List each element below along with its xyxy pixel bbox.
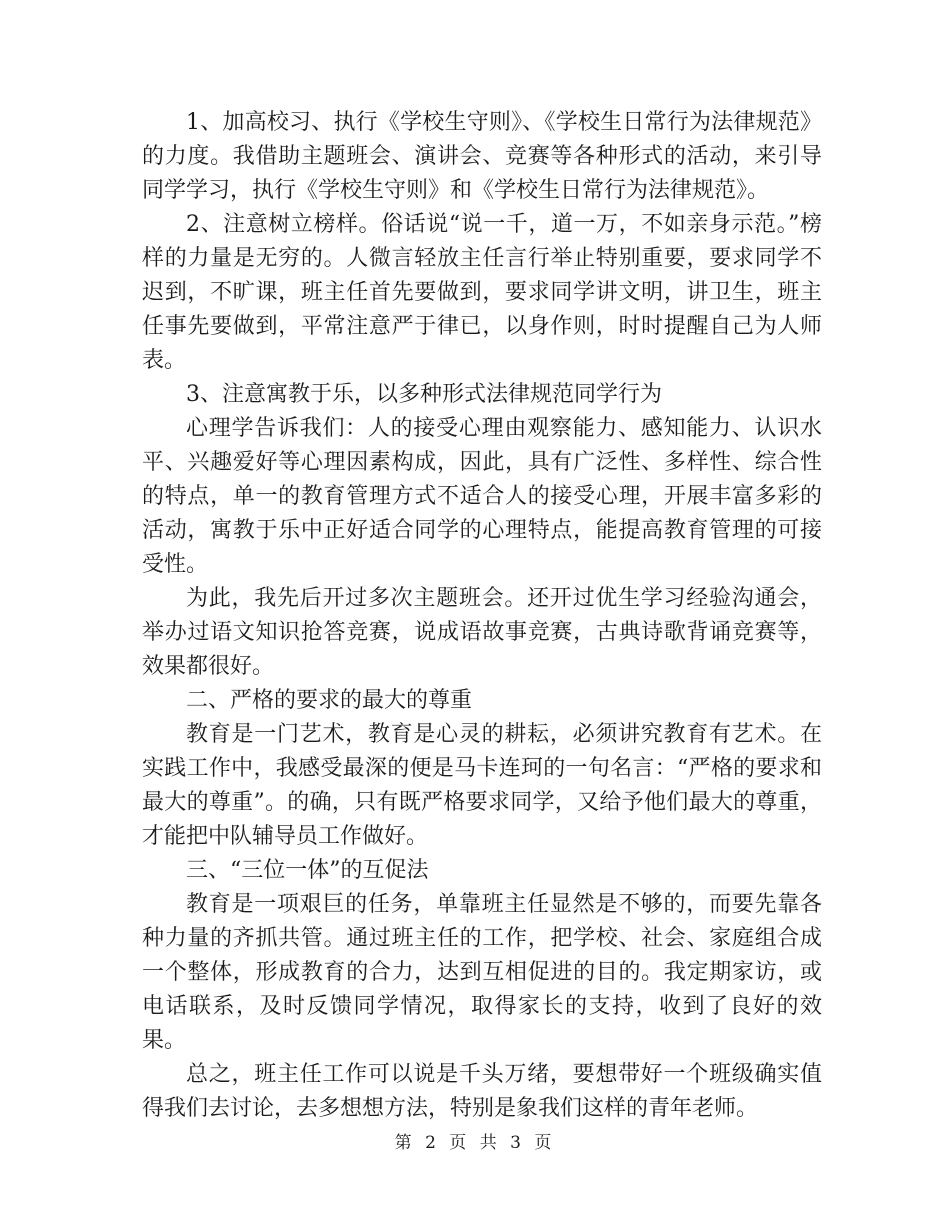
paragraph-activities: 为此，我先后开过多次主题班会。还开过优生学习经验沟通会，举办过语文知识抢答竞赛，说成语故事竞赛，古典诗歌背诵竞赛等，效果都很好。	[142, 586, 822, 679]
paragraph-rule-2: 2、注意树立榜样。俗话说“说一千，道一万，不如亲身示范。”榜样的力量是无穷的。人微言轻放主任言行举止特别重要，要求同学不迟到，不旷课，班主任首先要做到，要求同学讲文明，讲卫生，班主任事先要做到，平常注意严于律已，以身作则，时时提醒自己为人师表。	[142, 212, 822, 373]
paragraph-conclusion: 总之，班主任工作可以说是千头万绪，要想带好一个班级确实值得我们去讨论，去多想想方法，特别是象我们这样的青年老师。	[142, 1062, 822, 1121]
page-number-footer: 第 2 页 共 3 页	[394, 1133, 556, 1153]
paragraph-respect: 教育是一门艺术，教育是心灵的耕耘，必须讲究教育有艺术。在实践工作中，我感受最深的便是马卡连珂的一句名言：“严格的要求和最大的尊重”。的确，只有既严格要求同学，又给予他们最大的尊重，才能把中队辅导员工作做好。	[142, 722, 822, 849]
section-heading-3: 三、“三位一体”的互促法	[186, 858, 429, 883]
paragraph-rule-3: 3、注意寓教于乐，以多种形式法律规范同学行为	[186, 382, 662, 407]
body-text	[142, 106, 822, 1126]
paragraph-psychology: 心理学告诉我们：人的接受心理由观察能力、感知能力、认识水平、兴趣爱好等心理因素构成，因此，具有广泛性、多样性、综合性的特点，单一的教育管理方式不适合人的接受心理，开展丰富多彩的活动，寓教于乐中正好适合同学的心理特点，能提高教育管理的可接受性。	[142, 416, 822, 577]
section-heading-2: 二、严格的要求的最大的尊重	[186, 688, 473, 713]
paragraph-trinity: 教育是一项艰巨的任务，单靠班主任显然是不够的，而要先靠各种力量的齐抓共管。通过班主任的工作，把学校、社会、家庭组合成一个整体，形成教育的合力，达到互相促进的目的。我定期家访，或电话联系，及时反馈同学情况，取得家长的支持，收到了良好的效果。	[142, 892, 822, 1053]
paragraph-rule-1: 1、加高校习、执行《学校生守则》、《学校生日常行为法律规范》的力度。我借助主题班会、演讲会、竞赛等各种形式的活动，来引导同学学习，执行《学校生守则》和《学校生日常行为法律规范》。	[142, 110, 822, 203]
